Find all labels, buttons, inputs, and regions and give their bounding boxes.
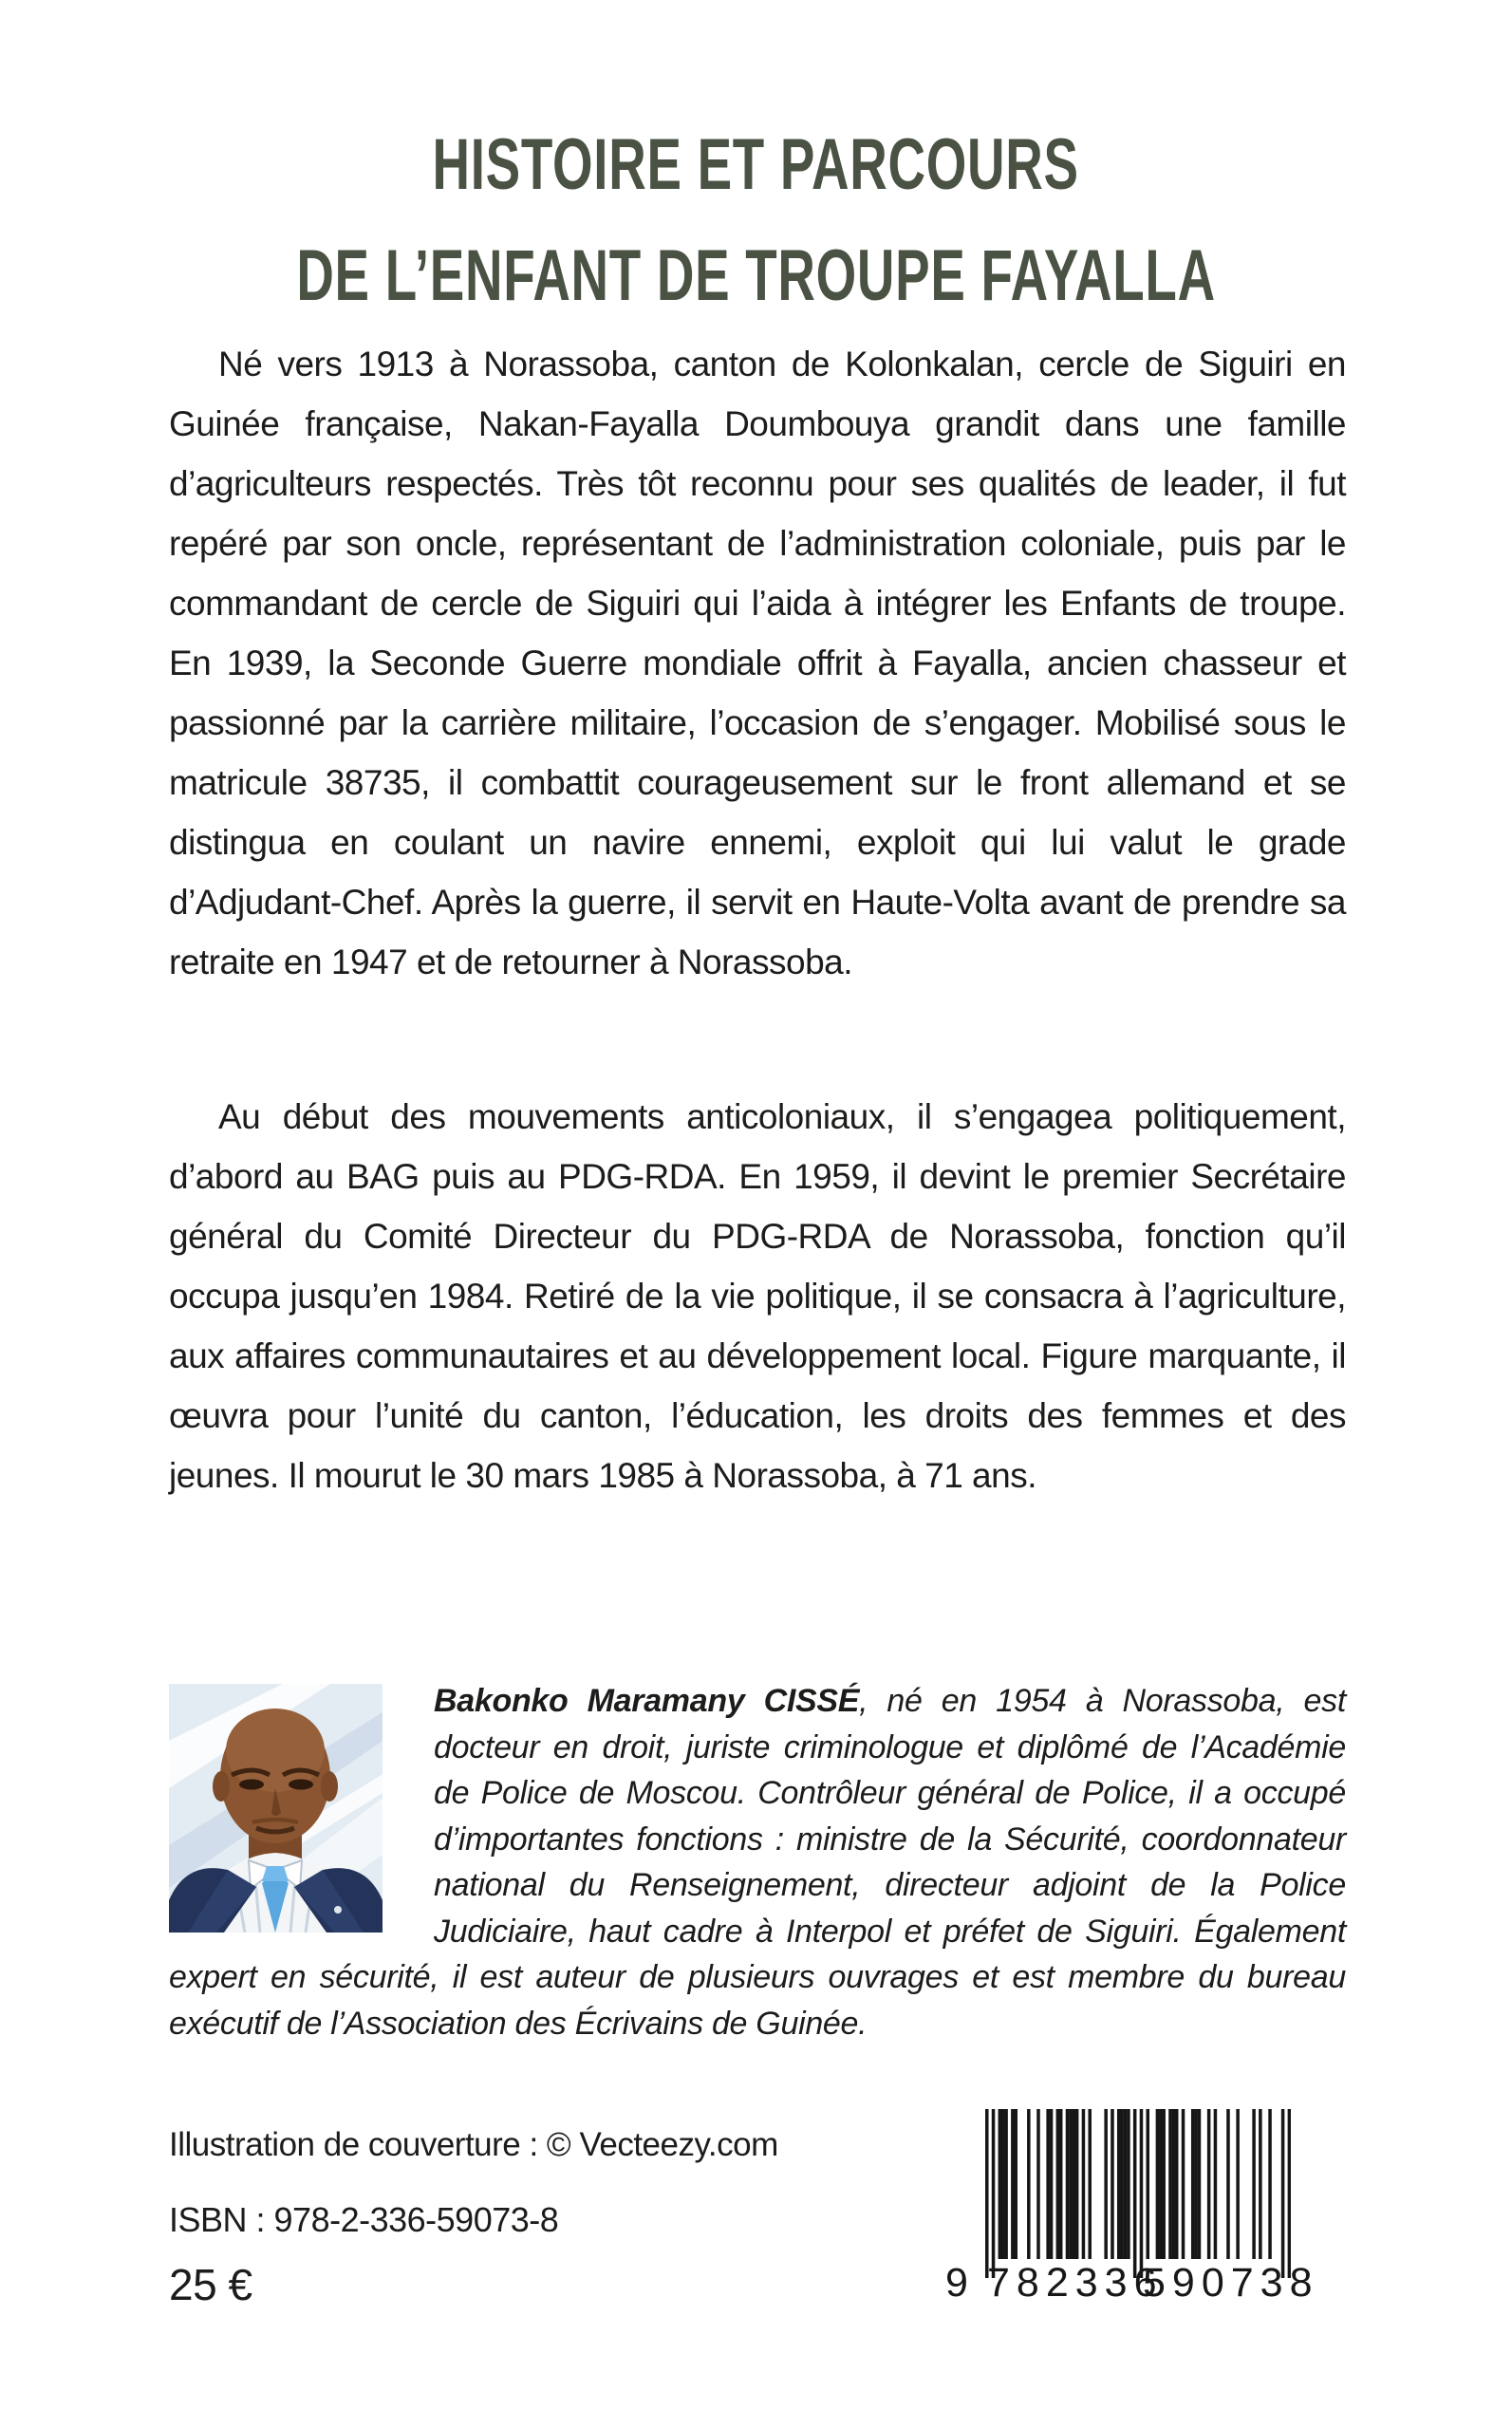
author-photo [169,1684,383,1933]
author-bio-paragraph [169,1678,1346,2046]
illustration-credit: Illustration de couverture : © Vecteezy.com [169,2126,778,2163]
author-bio [169,1678,1346,2046]
book-title-line1 [0,120,1512,231]
book-title-line1-text: HISTOIRE ET PARCOURS [432,124,1080,205]
barcode [945,2109,1319,2306]
blurb-paragraph-2: Au début des mouvements anticoloniaux, il s’engagea politiquement, d’abord au BAG puis au PDG-RDA. En 1959, il devint le premier Secrétaire général du Comité Directeur du PDG-RDA de Norassoba, fonction qu’il occupa jusqu’en 1984. Retiré de la vie politique, il se consacra à l’agriculture, aux affaires communautaires et au développement local. Figure marquante, il œuvra pour l’unité du canton, l’éducation, les droits des femmes et des jeunes. Il mourut le 30 mars 1985 à Norassoba, à 71 ans. [169,1097,1346,1495]
book-title [0,120,1512,342]
book-title-line2-text: DE L’ENFANT DE TROUPE FAYALLA [296,235,1216,316]
barcode-digit-leading: 9 [945,2260,968,2306]
barcode-digit-group-left: 782336 [987,2260,1164,2306]
barcode-digit-group-right: 590738 [1143,2260,1319,2306]
barcode-digits [945,2260,1319,2306]
author-name: Bakonko Maramany CISSÉ [434,1683,860,1719]
price-text: 25 € [169,2260,252,2309]
barcode-bars [985,2109,1291,2278]
book-title-line2 [0,231,1512,342]
isbn-text: ISBN : 978-2-336-59073-8 [169,2200,559,2239]
author-bio-text: , né en 1954 à Norassoba, est docteur en droit, juriste criminologue et diplômé de l’Académie de Police de Moscou. Contrôleur général de Police, il a occupé d’importantes fonctions : ministre de la Sécurité, coordonnateur national du Renseignement, directeur adjoint de la Police Judiciaire, haut cadre à Interpol et préfet de Siguiri. Également expert en sécurité, il est auteur de plusieurs ouvrages et est membre du bureau exécutif de l’Association des Écrivains de Guinée. [169,1683,1346,2042]
blurb-paragraph-1: Né vers 1913 à Norassoba, canton de Kolonkalan, cercle de Siguiri en Guinée française, Nakan-Fayalla Doumbouya grandit dans une famille d’agriculteurs respectés. Très tôt reconnu pour ses qualités de leader, il fut repéré par son oncle, représentant de l’administration coloniale, puis par le commandant de cercle de Siguiri qui l’aida à intégrer les Enfants de troupe. En 1939, la Seconde Guerre mondiale offrit à Fayalla, ancien chasseur et passionné par la carrière militaire, l’occasion de s’engager. Mobilisé sous le matricule 38735, il combattit courageusement sur le front allemand et se distingua en coulant un navire ennemi, exploit qui lui valut le grade d’Adjudant-Chef. Après la guerre, il servit en Haute-Volta avant de prendre sa retraite en 1947 et de retourner à Norassoba. [169,345,1346,981]
blurb [169,334,1346,1505]
